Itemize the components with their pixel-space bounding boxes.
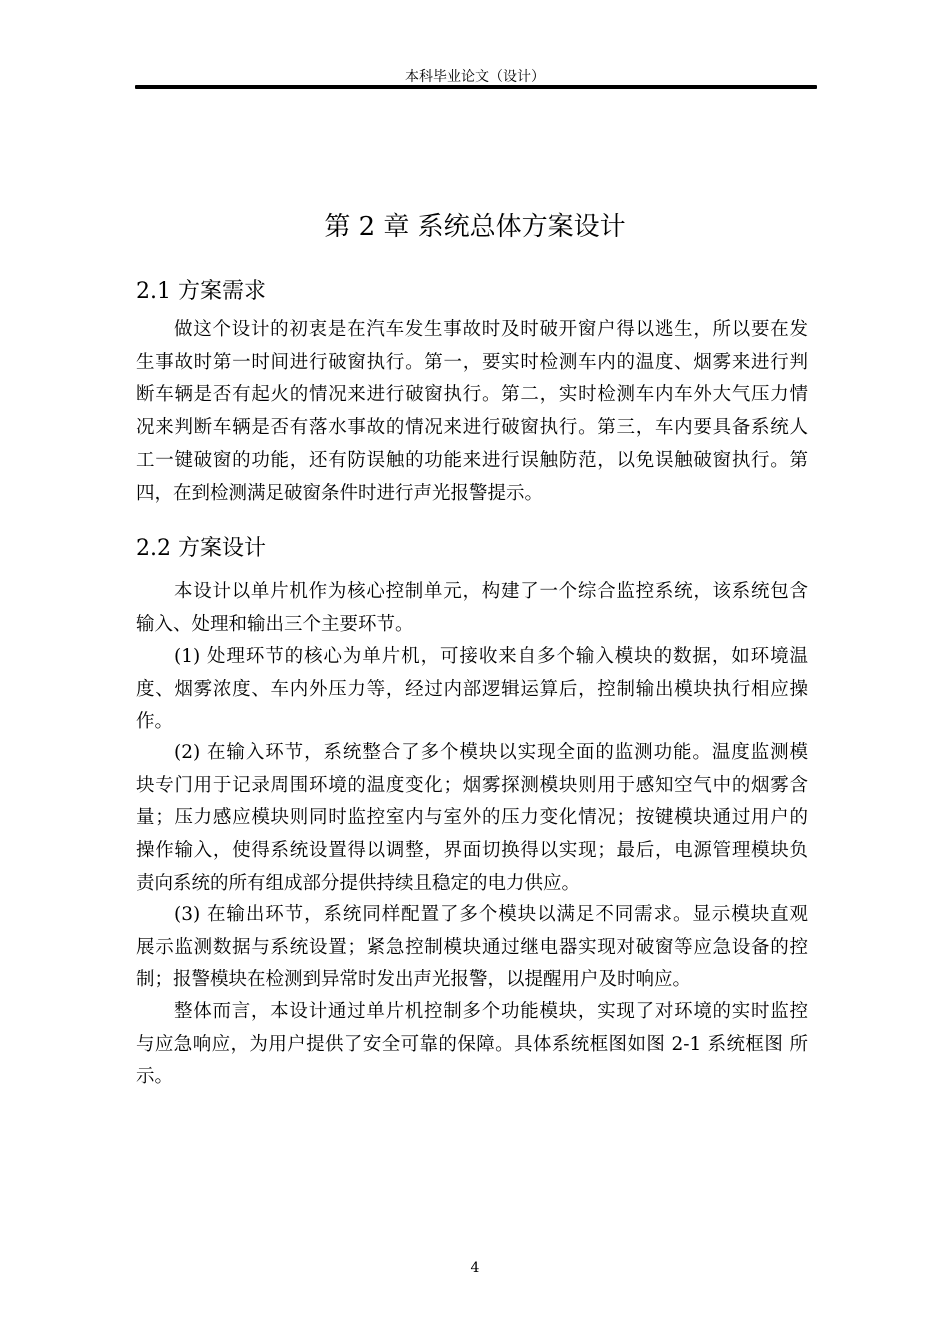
paragraph: [136, 314, 808, 510]
paragraph: [136, 899, 808, 997]
page-number: 4: [470, 1260, 480, 1276]
text-line: 展示监测数据与系统设置；紧急控制模块通过继电器实现对破窗等应急设备的控: [136, 936, 808, 958]
section-heading-2-2: 2.2 方案设计: [136, 536, 266, 561]
running-header: 本科毕业论文（设计）: [405, 69, 545, 85]
text-line: 操作输入，使得系统设置得以调整，界面切换得以实现；最后，电源管理模块负: [136, 840, 808, 862]
chapter-title: 第 2 章 系统总体方案设计: [324, 212, 626, 242]
section-heading-2-1: 2.1 方案需求: [136, 279, 266, 304]
header-rule: [135, 85, 817, 89]
text-line: 示。: [136, 1066, 174, 1088]
text-line: 工一键破窗的功能，还有防误触的功能来进行误触防范，以免误触破窗执行。第: [136, 449, 808, 471]
paragraph: [136, 737, 808, 901]
text-line: 断车辆是否有起火的情况来进行破窗执行。第二，实时检测车内车外大气压力情: [136, 384, 808, 406]
text-line: (3) 在输出环节，系统同样配置了多个模块以满足不同需求。显示模块直观: [174, 904, 808, 925]
text-line: (2) 在输入环节，系统整合了多个模块以实现全面的监测功能。温度监测模: [174, 742, 808, 763]
text-line: 本设计以单片机作为核心控制单元，构建了一个综合监控系统，该系统包含: [174, 581, 808, 602]
paragraph: [136, 996, 808, 1094]
text-line: 责向系统的所有组成部分提供持续且稳定的电力供应。: [136, 872, 581, 894]
paragraph: [136, 576, 808, 641]
text-line: 做这个设计的初衷是在汽车发生事故时及时破开窗户得以逃生，所以要在发: [174, 319, 808, 340]
text-line: 况来判断车辆是否有落水事故的情况来进行破窗执行。第三，车内要具备系统人: [136, 417, 808, 439]
text-line: 度、烟雾浓度、车内外压力等，经过内部逻辑运算后，控制输出模块执行相应操: [136, 678, 808, 700]
text-line: 四，在到检测满足破窗条件时进行声光报警提示。: [136, 482, 544, 504]
paragraph: [136, 641, 808, 739]
text-line: 块专门用于记录周围环境的温度变化；烟雾探测模块则用于感知空气中的烟雾含: [136, 774, 808, 796]
text-line: 输入、处理和输出三个主要环节。: [136, 613, 414, 635]
text-line: 量；压力感应模块则同时监控室内与室外的压力变化情况；按键模块通过用户的: [136, 807, 808, 829]
text-line: (1) 处理环节的核心为单片机，可接收来自多个输入模块的数据，如环境温: [174, 646, 808, 667]
text-line: 与应急响应，为用户提供了安全可靠的保障。具体系统框图如图 2-1 系统框图 所: [136, 1033, 808, 1055]
text-line: 整体而言，本设计通过单片机控制多个功能模块，实现了对环境的实时监控: [174, 1001, 808, 1022]
text-line: 作。: [136, 711, 174, 733]
text-line: 生事故时第一时间进行破窗执行。第一，要实时检测车内的温度、烟雾来进行判: [136, 351, 808, 373]
text-line: 制；报警模块在检测到异常时发出声光报警，以提醒用户及时响应。: [136, 969, 692, 991]
